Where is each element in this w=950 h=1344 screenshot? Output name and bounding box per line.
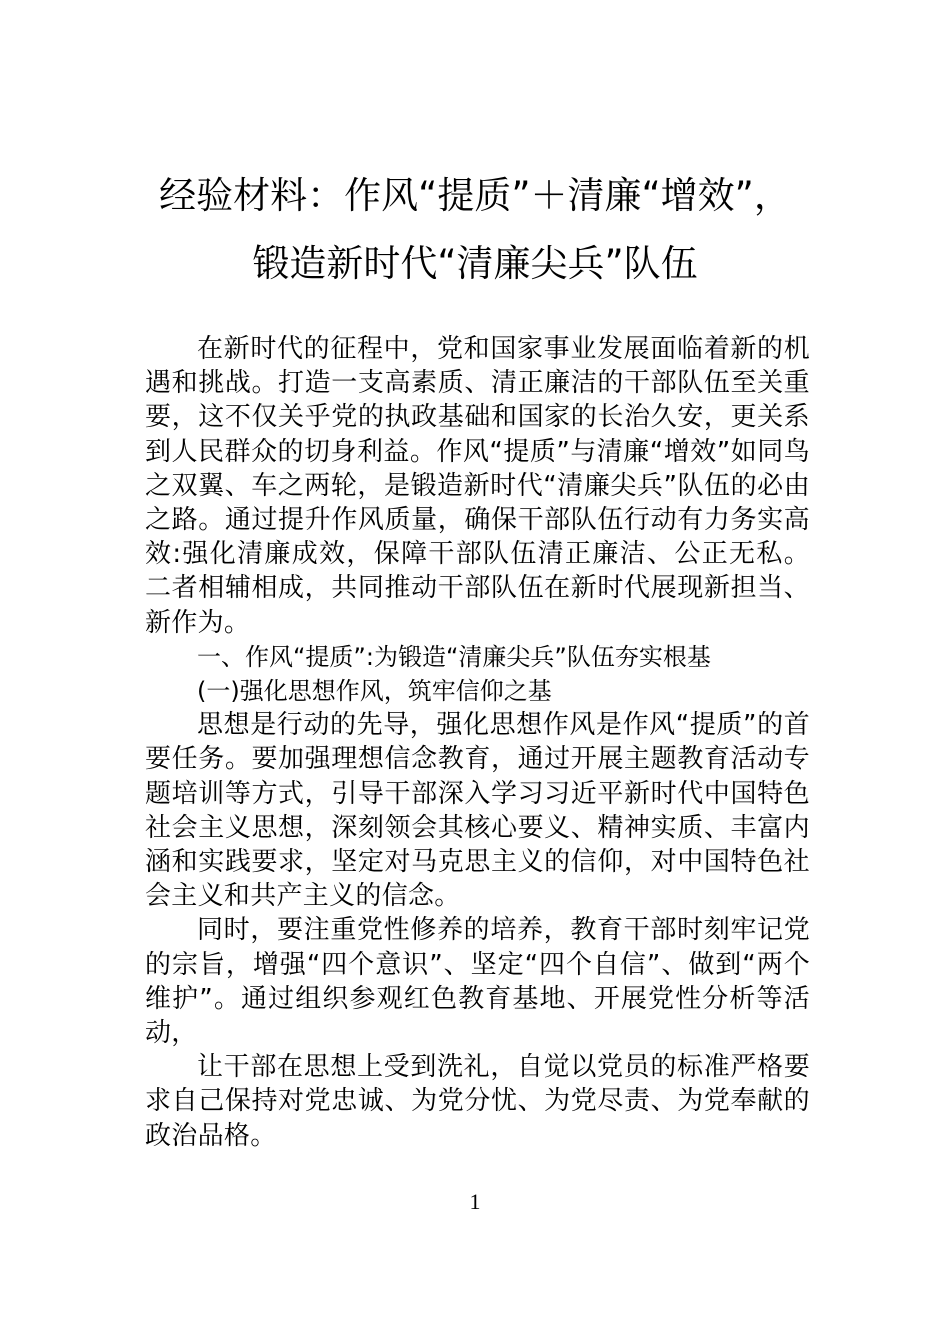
subsection-heading: (一)强化思想作风，筑牢信仰之基 [197,677,552,706]
document-title-line-1: 经验材料：作风“提质”＋清廉“增效”， [159,174,791,217]
body-paragraph: 同时，要注重党性修养的培养，教育干部时刻牢记党的宗旨，增强“四个意识”、坚定“四个自信”、做到“两个维护”。通过组织参观红色教育基地、开展党性分析等活动， [145,915,810,1049]
body-paragraph: 思想是行动的先导，强化思想作风是作风“提质”的首要任务。要加强理想信念教育，通过开展主题教育活动专题培训等方式，引导干部深入学习习近平新时代中国特色社会主义思想，深刻领会其核心要义、精神实质、丰富内涵和实践要求，坚定对马克思主义的信仰，对中国特色社会主义和共产主义的信念。 [145,710,810,912]
body-paragraph: 让干部在思想上受到洗礼，自觉以党员的标准严格要求自己保持对党忠诚、为党分忧、为党尽责、为党奉献的政治品格。 [145,1052,810,1151]
page-number: 1 [469,1189,481,1214]
document-title-line-2: 锻造新时代“清廉尖兵”队伍 [252,242,698,285]
intro-paragraph: 在新时代的征程中，党和国家事业发展面临着新的机遇和挑战。打造一支高素质、清正廉洁的干部队伍至关重要，这不仅关乎党的执政基础和国家的长治久安，更关系到人民群众的切身利益。作风“提质”与清廉“增效”如同鸟之双翼、车之两轮，是锻造新时代“清廉尖兵”队伍的必由之路。通过提升作风质量，确保干部队伍行动有力务实高效:强化清廉成效，保障干部队伍清正廉洁、公正无私。二者相辅相成，共同推动干部队伍在新时代展现新担当、新作为。 [145,334,810,638]
section-heading: 一、作风“提质”:为锻造“清廉尖兵”队伍夯实根基 [197,642,711,671]
document-body [145,332,810,1153]
